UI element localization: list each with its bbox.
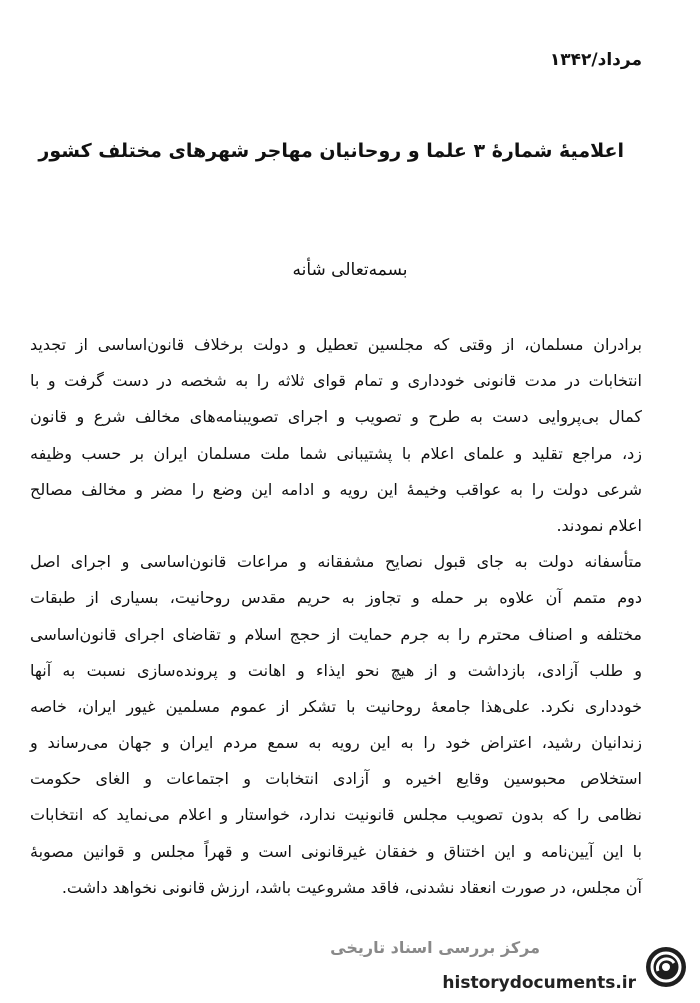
text-line: نظامی را که بدون تصویب مجلس قانونیت ندارد، خواستار و اعلام می‌نماید که انتخابات [30, 805, 642, 825]
paragraph-2 [30, 544, 642, 906]
text-line: استخلاص محبوسین وقایع اخیره و آزادی انتخابات و اجتماعات و الغای حکومت [30, 769, 642, 789]
watermark [0, 928, 700, 1003]
watermark-text: مرکز بررسی اسناد تاریخی [330, 938, 540, 957]
text-line: اعلام نمودند. [556, 515, 642, 535]
text-line: خودداری نکرد. علی‌هذا جامعهٔ روحانیت با تشکر از عموم مسلمین غیور ایران، خاصه [30, 696, 642, 716]
text-line: دوم متمم آن علاوه بر حمله و تجاوز به حریم مقدس روحانیت، بسیاری از طبقات [30, 588, 642, 608]
text-line: زد، مراجع تقلید و علمای اعلام با پشتیبانی شما ملت مسلمان ایران بر حسب وظیفه [30, 443, 642, 463]
text-line: زندانیان رشید، اعتراض خود را به این رویه به سمع مردم ایران و جهان می‌رساند و [30, 733, 642, 753]
text-line: مختلفه و اصناف محترم را به جرم حمایت از حجج اسلام و تقاضای اجرای قانون‌اساسی [30, 624, 642, 644]
text-line: با این آیین‌نامه و این اختناق و خفقان غیرقانونی است و قهراً مجلس و قوانین مصوبهٔ [30, 841, 642, 861]
text-line: شرعی دولت را به عواقب وخیمهٔ این رویه و ادامه این وضع را مضر و مخالف مصالح [30, 479, 642, 499]
text-line: کمال بی‌پروایی دست به طرح و تصویب و اجرای تصویبنامه‌های مخالف شرع و قانون [30, 407, 642, 427]
invocation: بسمه‌تعالی شأنه [292, 260, 408, 280]
text-line: آن مجلس، در صورت انعقاد نشدنی، فاقد مشروعیت باشد، ارزش قانونی نخواهد داشت. [61, 877, 642, 897]
text-line: انتخابات در مدت قانونی خودداری و تمام قوای ثلاثه را به شخصه در دست گرفت و با [30, 371, 642, 391]
archive-logo-icon [644, 945, 688, 989]
document-body [30, 327, 642, 906]
document-title: اعلامیهٔ شمارهٔ ۳ علما و روحانیان مهاجر شهرهای مختلف کشور [38, 140, 624, 162]
text-line: متأسفانه دولت به جای قبول نصایح مشفقانه و مراعات قانون‌اساسی و اجرای اصل [30, 552, 642, 572]
paragraph-1 [30, 327, 642, 544]
text-line: برادران مسلمان، از وقتی که مجلسین تعطیل و دولت برخلاف قانون‌اساسی از تجدید [30, 335, 642, 354]
watermark-url: historydocuments.ir [442, 973, 636, 993]
date-line: مرداد/۱۳۴۲ [549, 50, 642, 70]
text-line: و طلب آزادی، بازداشت و از هیچ نحو ایذاء و اهانت و پرونده‌سازی نسبت به آنها [30, 660, 642, 680]
